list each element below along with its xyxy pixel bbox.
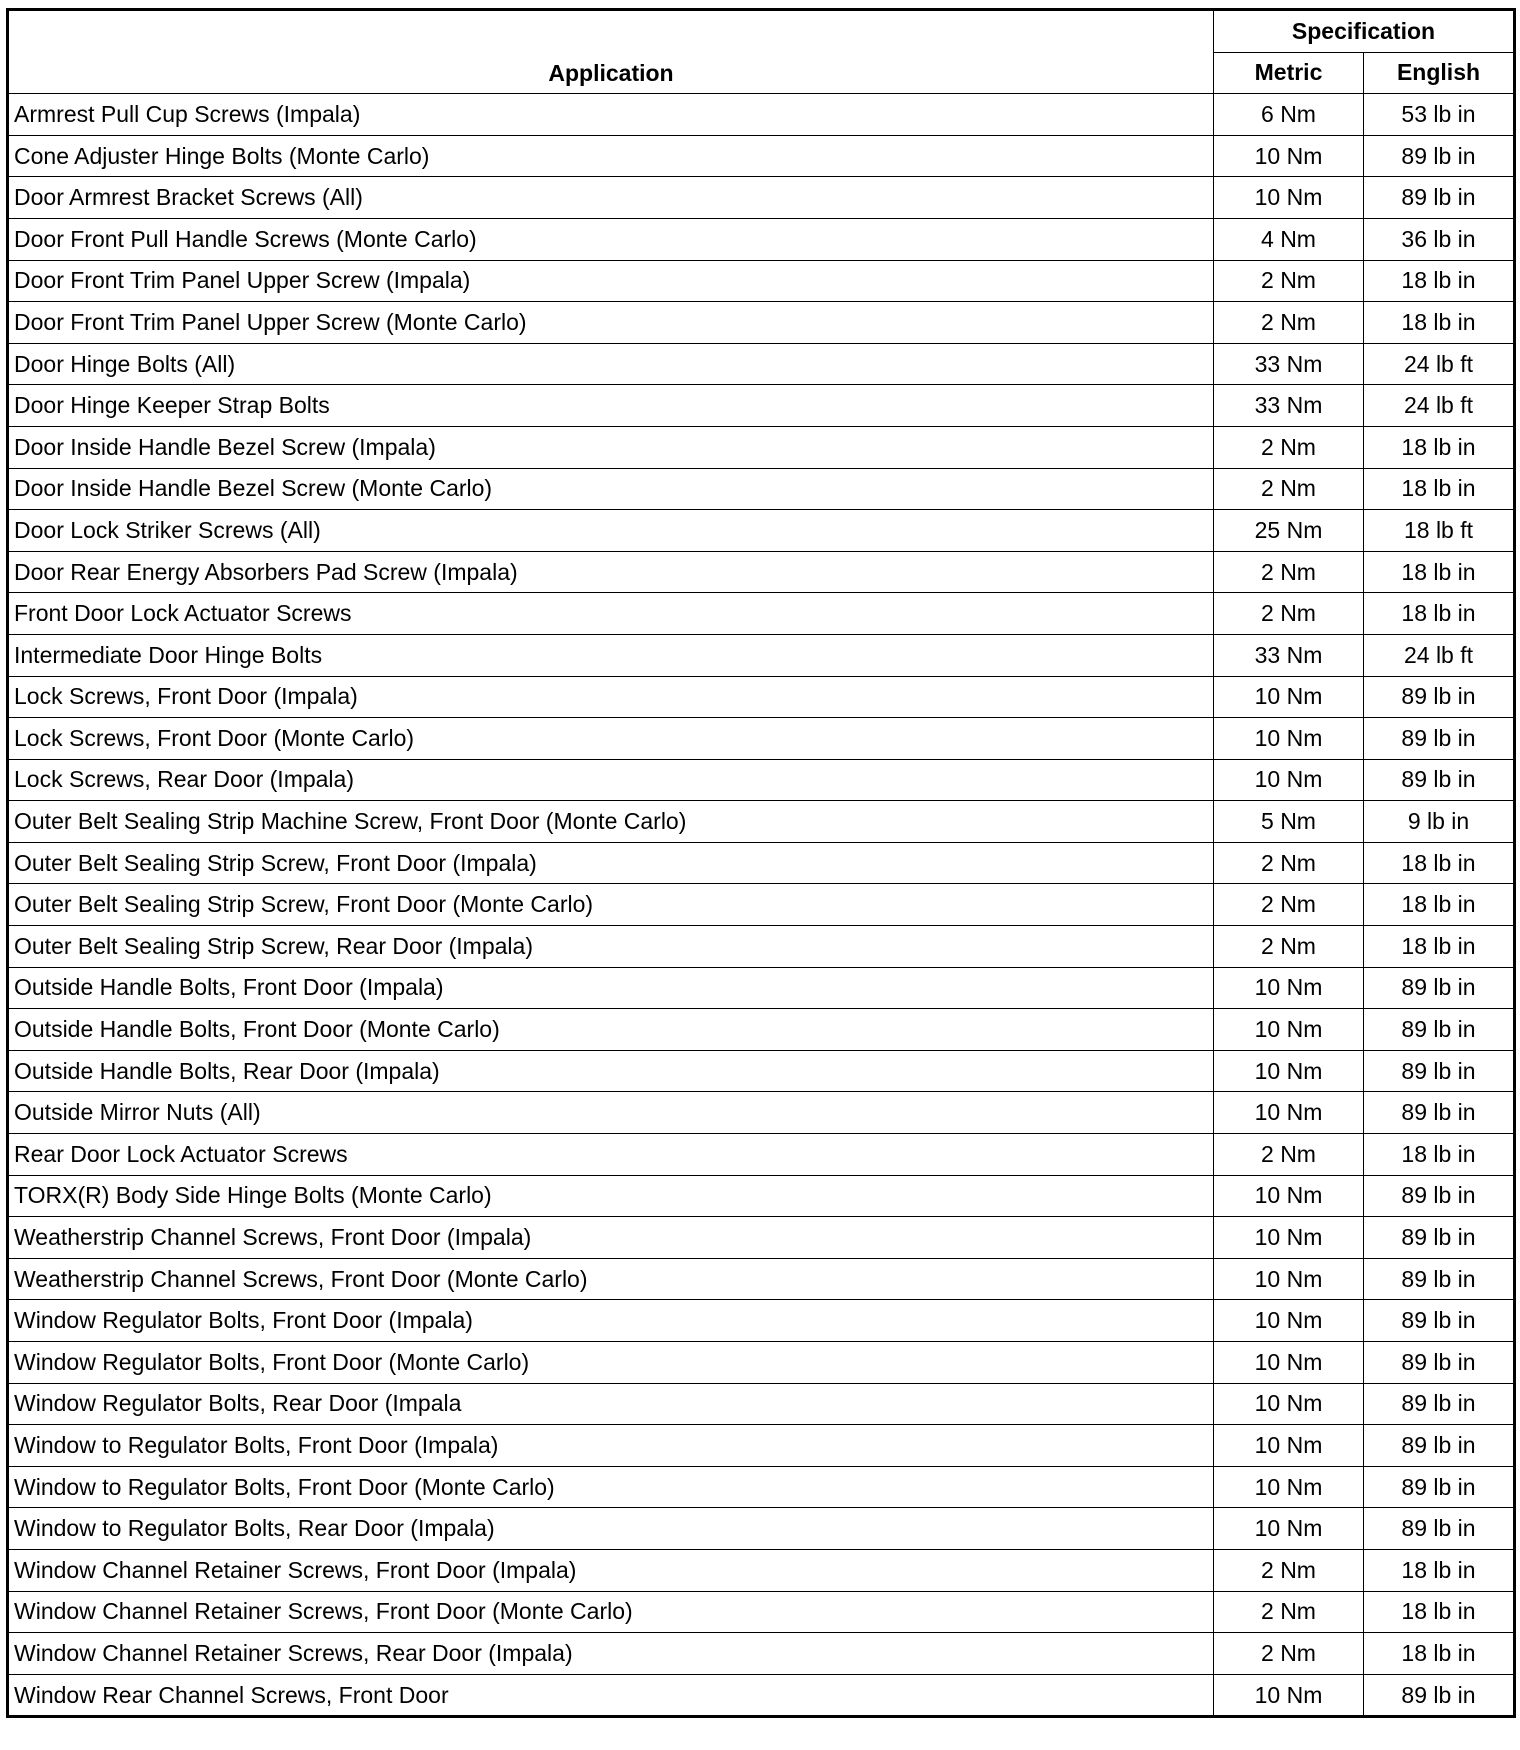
metric-cell: 6 Nm (1214, 94, 1364, 136)
metric-cell: 2 Nm (1214, 302, 1364, 344)
metric-cell: 10 Nm (1214, 1217, 1364, 1259)
metric-cell: 2 Nm (1214, 1134, 1364, 1176)
table-row (8, 551, 1515, 593)
english-cell: 24 lb ft (1364, 343, 1515, 385)
metric-cell: 10 Nm (1214, 1175, 1364, 1217)
table-row (8, 1300, 1515, 1342)
application-cell: Door Rear Energy Absorbers Pad Screw (Impala) (8, 551, 1214, 593)
table-row (8, 1425, 1515, 1467)
application-cell: Rear Door Lock Actuator Screws (8, 1134, 1214, 1176)
metric-cell: 10 Nm (1214, 718, 1364, 760)
metric-cell: 10 Nm (1214, 1466, 1364, 1508)
metric-cell: 25 Nm (1214, 510, 1364, 552)
english-cell: 89 lb in (1364, 1466, 1515, 1508)
metric-cell: 2 Nm (1214, 884, 1364, 926)
english-cell: 18 lb in (1364, 926, 1515, 968)
metric-cell: 2 Nm (1214, 551, 1364, 593)
application-cell: Armrest Pull Cup Screws (Impala) (8, 94, 1214, 136)
english-cell: 24 lb ft (1364, 634, 1515, 676)
table-row (8, 884, 1515, 926)
english-cell: 89 lb in (1364, 1425, 1515, 1467)
metric-cell: 33 Nm (1214, 343, 1364, 385)
metric-cell: 10 Nm (1214, 1258, 1364, 1300)
metric-cell: 2 Nm (1214, 926, 1364, 968)
metric-cell: 10 Nm (1214, 1674, 1364, 1717)
application-cell: Window Channel Retainer Screws, Rear Door (Impala) (8, 1633, 1214, 1675)
english-cell: 18 lb in (1364, 302, 1515, 344)
application-cell: Lock Screws, Front Door (Monte Carlo) (8, 718, 1214, 760)
table-row (8, 1633, 1515, 1675)
table-row (8, 1050, 1515, 1092)
table-row (8, 302, 1515, 344)
english-cell: 89 lb in (1364, 1217, 1515, 1259)
application-cell: Door Armrest Bracket Screws (All) (8, 177, 1214, 219)
application-cell: Outer Belt Sealing Strip Screw, Front Door (Monte Carlo) (8, 884, 1214, 926)
table-row (8, 468, 1515, 510)
english-cell: 89 lb in (1364, 1050, 1515, 1092)
english-cell: 89 lb in (1364, 1342, 1515, 1384)
application-cell: Door Lock Striker Screws (All) (8, 510, 1214, 552)
table-row (8, 1549, 1515, 1591)
application-cell: Window Regulator Bolts, Rear Door (Impala (8, 1383, 1214, 1425)
english-cell: 89 lb in (1364, 177, 1515, 219)
english-cell: 89 lb in (1364, 1674, 1515, 1717)
fastener-spec-table (6, 8, 1516, 1718)
table-row (8, 1258, 1515, 1300)
english-cell: 89 lb in (1364, 1300, 1515, 1342)
application-cell: Lock Screws, Front Door (Impala) (8, 676, 1214, 718)
metric-cell: 33 Nm (1214, 385, 1364, 427)
english-cell: 89 lb in (1364, 1092, 1515, 1134)
application-cell: Outer Belt Sealing Strip Machine Screw, Front Door (Monte Carlo) (8, 801, 1214, 843)
table-row (8, 634, 1515, 676)
english-cell: 89 lb in (1364, 1175, 1515, 1217)
english-cell: 18 lb in (1364, 551, 1515, 593)
table-row (8, 718, 1515, 760)
english-cell: 18 lb in (1364, 468, 1515, 510)
english-cell: 18 lb in (1364, 593, 1515, 635)
table-row (8, 676, 1515, 718)
english-cell: 9 lb in (1364, 801, 1515, 843)
table-row (8, 343, 1515, 385)
metric-cell: 10 Nm (1214, 676, 1364, 718)
metric-cell: 4 Nm (1214, 218, 1364, 260)
english-cell: 89 lb in (1364, 1258, 1515, 1300)
table-row (8, 94, 1515, 136)
metric-cell: 10 Nm (1214, 759, 1364, 801)
table-row (8, 385, 1515, 427)
application-cell: Window Channel Retainer Screws, Front Door (Impala) (8, 1549, 1214, 1591)
table-row (8, 1175, 1515, 1217)
application-cell: Intermediate Door Hinge Bolts (8, 634, 1214, 676)
english-cell: 53 lb in (1364, 94, 1515, 136)
metric-cell: 5 Nm (1214, 801, 1364, 843)
application-cell: Cone Adjuster Hinge Bolts (Monte Carlo) (8, 135, 1214, 177)
application-cell: Door Front Trim Panel Upper Screw (Monte Carlo) (8, 302, 1214, 344)
application-cell: Lock Screws, Rear Door (Impala) (8, 759, 1214, 801)
table-row (8, 1134, 1515, 1176)
table-row (8, 135, 1515, 177)
application-cell: Window Channel Retainer Screws, Front Door (Monte Carlo) (8, 1591, 1214, 1633)
english-cell: 18 lb in (1364, 1591, 1515, 1633)
application-cell: TORX(R) Body Side Hinge Bolts (Monte Carlo) (8, 1175, 1214, 1217)
english-cell: 18 lb in (1364, 426, 1515, 468)
table-row (8, 1466, 1515, 1508)
metric-cell: 10 Nm (1214, 177, 1364, 219)
application-cell: Door Inside Handle Bezel Screw (Impala) (8, 426, 1214, 468)
application-cell: Weatherstrip Channel Screws, Front Door (Monte Carlo) (8, 1258, 1214, 1300)
header-row-top (8, 10, 1515, 53)
english-cell: 18 lb in (1364, 260, 1515, 302)
metric-cell: 2 Nm (1214, 468, 1364, 510)
application-cell: Window to Regulator Bolts, Front Door (Monte Carlo) (8, 1466, 1214, 1508)
english-cell: 18 lb in (1364, 1633, 1515, 1675)
table-body (8, 94, 1515, 1717)
english-cell: 89 lb in (1364, 759, 1515, 801)
application-cell: Outside Handle Bolts, Rear Door (Impala) (8, 1050, 1214, 1092)
application-cell: Outside Mirror Nuts (All) (8, 1092, 1214, 1134)
application-cell: Window Regulator Bolts, Front Door (Monte Carlo) (8, 1342, 1214, 1384)
application-cell: Window to Regulator Bolts, Front Door (Impala) (8, 1425, 1214, 1467)
metric-cell: 10 Nm (1214, 135, 1364, 177)
english-cell: 18 lb in (1364, 842, 1515, 884)
table-row (8, 1009, 1515, 1051)
english-cell: 89 lb in (1364, 676, 1515, 718)
table-row (8, 593, 1515, 635)
english-cell: 89 lb in (1364, 1009, 1515, 1051)
table-row (8, 426, 1515, 468)
application-cell: Weatherstrip Channel Screws, Front Door (Impala) (8, 1217, 1214, 1259)
metric-cell: 10 Nm (1214, 1092, 1364, 1134)
english-cell: 89 lb in (1364, 135, 1515, 177)
table-row (8, 1092, 1515, 1134)
table-row (8, 510, 1515, 552)
metric-cell: 2 Nm (1214, 1633, 1364, 1675)
table-row (8, 260, 1515, 302)
application-cell: Window Regulator Bolts, Front Door (Impala) (8, 1300, 1214, 1342)
table-row (8, 1591, 1515, 1633)
table-row (8, 177, 1515, 219)
application-cell: Door Front Pull Handle Screws (Monte Carlo) (8, 218, 1214, 260)
metric-cell: 10 Nm (1214, 1508, 1364, 1550)
application-cell: Outside Handle Bolts, Front Door (Impala) (8, 967, 1214, 1009)
english-cell: 18 lb in (1364, 1134, 1515, 1176)
application-cell: Outer Belt Sealing Strip Screw, Front Door (Impala) (8, 842, 1214, 884)
english-cell: 89 lb in (1364, 1383, 1515, 1425)
table-row (8, 759, 1515, 801)
metric-cell: 10 Nm (1214, 1009, 1364, 1051)
english-cell: 89 lb in (1364, 1508, 1515, 1550)
english-cell: 89 lb in (1364, 718, 1515, 760)
table-row (8, 1508, 1515, 1550)
application-cell: Door Inside Handle Bezel Screw (Monte Carlo) (8, 468, 1214, 510)
metric-cell: 10 Nm (1214, 1425, 1364, 1467)
metric-cell: 2 Nm (1214, 842, 1364, 884)
metric-cell: 10 Nm (1214, 1342, 1364, 1384)
metric-cell: 10 Nm (1214, 967, 1364, 1009)
application-cell: Door Hinge Keeper Strap Bolts (8, 385, 1214, 427)
english-cell: 36 lb in (1364, 218, 1515, 260)
english-column-header: English (1364, 52, 1515, 94)
table-row (8, 218, 1515, 260)
metric-cell: 10 Nm (1214, 1050, 1364, 1092)
table-row (8, 967, 1515, 1009)
english-cell: 18 lb in (1364, 884, 1515, 926)
english-cell: 89 lb in (1364, 967, 1515, 1009)
application-column-header: Application (8, 10, 1214, 94)
application-cell: Door Hinge Bolts (All) (8, 343, 1214, 385)
metric-column-header: Metric (1214, 52, 1364, 94)
table-row (8, 1217, 1515, 1259)
metric-cell: 33 Nm (1214, 634, 1364, 676)
english-cell: 24 lb ft (1364, 385, 1515, 427)
metric-cell: 2 Nm (1214, 593, 1364, 635)
application-cell: Window Rear Channel Screws, Front Door (8, 1674, 1214, 1717)
application-cell: Outer Belt Sealing Strip Screw, Rear Door (Impala) (8, 926, 1214, 968)
specification-header: Specification (1214, 10, 1515, 53)
application-cell: Front Door Lock Actuator Screws (8, 593, 1214, 635)
metric-cell: 2 Nm (1214, 1591, 1364, 1633)
metric-cell: 2 Nm (1214, 1549, 1364, 1591)
metric-cell: 2 Nm (1214, 426, 1364, 468)
application-cell: Door Front Trim Panel Upper Screw (Impala) (8, 260, 1214, 302)
application-cell: Outside Handle Bolts, Front Door (Monte Carlo) (8, 1009, 1214, 1051)
metric-cell: 10 Nm (1214, 1300, 1364, 1342)
metric-cell: 2 Nm (1214, 260, 1364, 302)
application-cell: Window to Regulator Bolts, Rear Door (Impala) (8, 1508, 1214, 1550)
table-row (8, 926, 1515, 968)
table-row (8, 1674, 1515, 1717)
table-row (8, 842, 1515, 884)
table-row (8, 1342, 1515, 1384)
metric-cell: 10 Nm (1214, 1383, 1364, 1425)
english-cell: 18 lb in (1364, 1549, 1515, 1591)
table-row (8, 801, 1515, 843)
table-row (8, 1383, 1515, 1425)
table-header (8, 10, 1515, 94)
english-cell: 18 lb ft (1364, 510, 1515, 552)
